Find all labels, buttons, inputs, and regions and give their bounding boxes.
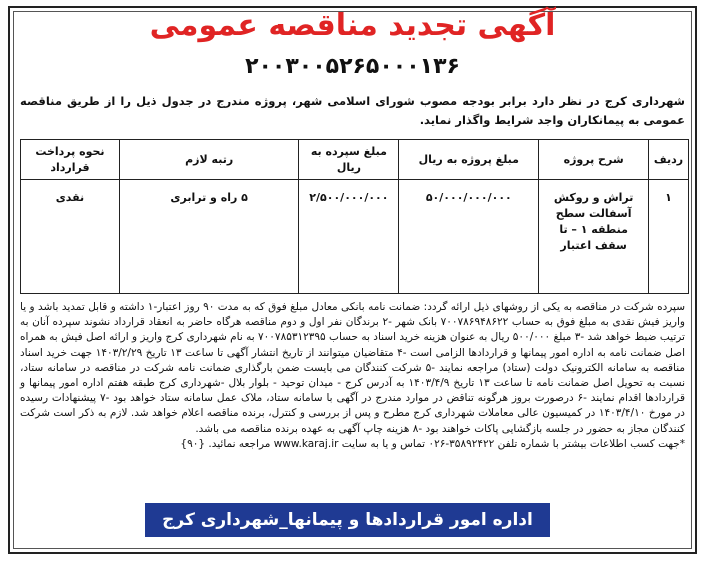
table-row: [21, 180, 689, 294]
header-row-number: ردیف: [649, 140, 689, 180]
conditions-text: [20, 300, 685, 452]
tender-number: ۲۰۰۳۰۰۵۲۶۵۰۰۰۱۳۶: [245, 54, 460, 79]
cell-budget: [399, 180, 539, 294]
contact-line: *جهت کسب اطلاعات بیشتر با شماره تلفن ۳۵۸۹۲۴۲۲-۰۲۶ تماس و یا به سایت www.karaj.ir مراجعه نمائید. {۹۰}: [180, 437, 685, 450]
project-table: [20, 139, 689, 294]
header-description: شرح پروژه: [539, 140, 649, 180]
header-budget: مبلغ پروژه به ریال: [399, 140, 539, 180]
cell-payment: نقدی: [21, 180, 120, 294]
footer-banner: اداره امور قراردادها و پیمانها_شهرداری کرج: [145, 503, 550, 537]
notice-headline: آگهی تجدید مناقصه عمومی: [149, 8, 556, 43]
intro-paragraph: شهرداری کرج در نظر دارد برابر بودجه مصوب شورای اسلامی شهر، پروژه مندرج در جدول ذیل را از طریق مناقصه عمومی به پیمانکاران واجد شرایط واگذار نماید.: [20, 94, 685, 127]
budget-value: ۵۰/۰۰۰/۰۰۰/۰۰۰: [425, 191, 512, 204]
header-grade: رتبه لازم: [119, 140, 299, 180]
table-header-row: [21, 140, 689, 180]
deposit-value: ۲/۵۰۰/۰۰۰/۰۰۰: [309, 191, 389, 204]
cell-deposit: [299, 180, 399, 294]
header-deposit: مبلغ سپرده به ریال: [299, 140, 399, 180]
cell-description: تراش و روکش آسفالت سطح منطقه ۱ – تا سقف اعتبار: [539, 180, 649, 294]
conditions-paragraph: سپرده شرکت در مناقصه به یکی از روشهای ذیل ارائه گردد: ضمانت نامه بانکی معادل مبلغ فوق که به مدت ۹۰ روز اعتبار-۱ داشته و قابل تمدید باشد و یا واریز فیش نقدی به مبلغ فوق به حساب ۷۰۰۷۸۶۹۴۸۶۲۲ بانک شهر -۲ برندگان نفر اول و دوم مناقصه هرگاه حاضر به انعقاد قرارداد نشوند سپرده آنان به ترتیب ضبط خواهد شد -۳ مبلغ ۵۰۰/۰۰۰ ریال به عنوان هزینه خرید اسناد به حساب ۷۰۰۷۸۵۳۱۲۳۹۵ به نام شهرداری کرج واریز و ارائه اصل فیش به همراه اصل ضمانت نامه به اداره امور پیمانها و قراردادها الزامی است -۴ متقاضیان میتوانند از تاریخ انتشار آگهی تا ساعت ۱۳ تاریخ ۱۴۰۳/۲/۲۹ جهت خرید اسناد مناقصه به سامانه الکترونیک دولت (ستاد) مراجعه نمایند -۵ شرکت کنندگان می بایست ضمن بارگذاری ضمانت نامه شرکت در مناقصه در سامانه ستاد، نسبت به تحویل اصل ضمانت نامه تا ساعت ۱۳ تاریخ ۱۴۰۳/۴/۹ به آدرس کرج - میدان توحید - بلوار بلال -شهرداری کرج طبقه هفتم اداره امور پیمانها و قراردادها اقدام نمایند -۶ درصورت بروز هرگونه تناقض در موارد مندرج در آگهی با سامانه ستاد، ملاک عمل سامانه ستاد خواهد بود -۷ پیشنهادات رسیده در مورخ ۱۴۰۳/۴/۱۰ در کمیسیون عالی معاملات شهرداری کرج مطرح و پس از بررسی و کنترل، برنده مناقصه اعلام خواهد شد. لازم به ذکر است شرکت کنندگان مجاز به حضور در جلسه بازگشایی پاکات خواهند بود -۸ هزینه چاپ آگهی به عهده برنده مناقصه می باشد.: [20, 301, 686, 435]
header-payment: نحوه پرداخت قرارداد: [21, 140, 120, 180]
cell-grade: ۵ راه و ترابری: [119, 180, 299, 294]
cell-row-number: ۱: [649, 180, 689, 294]
